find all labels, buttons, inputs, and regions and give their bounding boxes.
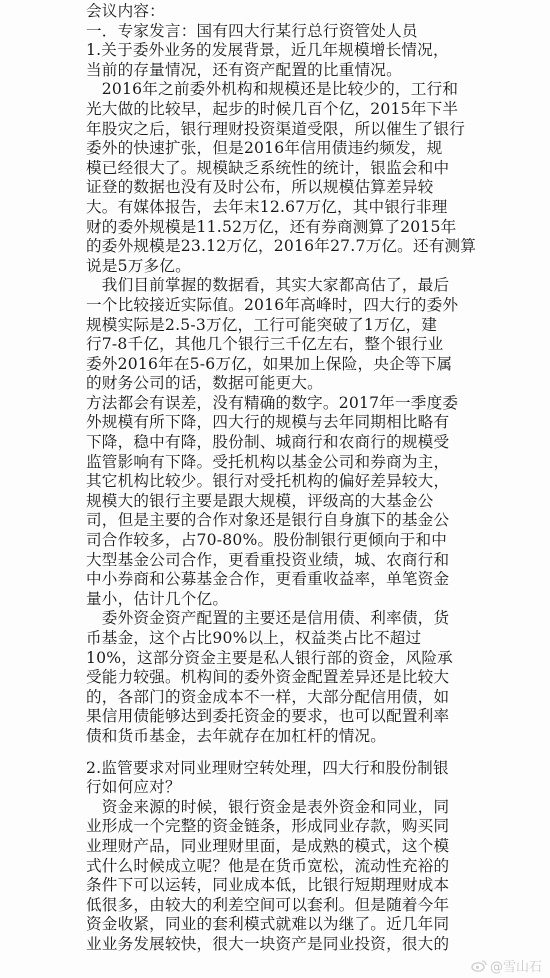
- text-line: 量小，估计几个亿。: [86, 589, 229, 608]
- text-line: 年股灾之后，银行理财投资渠道受限，所以催生了银行: [86, 119, 466, 138]
- text-line: 大。有媒体报告，去年末12.67万亿，其中银行非理: [86, 197, 448, 216]
- text-line: 2016年之前委外机构和规模还是比较少的，工行和: [86, 80, 459, 99]
- text-line: 下降，稳中有降，股份制、城商行和农商行的规模受: [86, 433, 450, 452]
- document-body: [86, 2, 478, 955]
- text-line: 光大做的比较早，起步的时候几百个亿，2015年下半: [86, 99, 459, 118]
- text-line: 当前的存量情况，还有资产配置的比重情况。: [86, 60, 402, 79]
- text-line: 业业务发展较快，很大一块资产是同业投资，很大的: [86, 934, 450, 953]
- text-line: 业形成一个完整的资金链条，形成同业存款，购买同: [86, 817, 450, 836]
- text-line: 的财务公司的话，数据可能更大。: [86, 374, 323, 393]
- watermark-text: @雪山石: [489, 960, 542, 975]
- text-line: 条件下可以运转，同业成本低，比银行短期理财成本: [86, 876, 450, 895]
- text-line: 大型基金公司合作，更看重投资业绩，城、农商行和: [86, 550, 450, 569]
- text-line: 模已经很大了。规模缺乏系统性的统计，银监会和中: [86, 158, 450, 177]
- text-line: 果信用债能够达到委托资金的要求，也可以配置利率: [86, 707, 450, 726]
- text-line: 币基金，这个占比90%以上，权益类占比不超过: [86, 629, 422, 647]
- text-line: 行7-8千亿，其他几个银行三千亿左右，整个银行业: [86, 335, 444, 354]
- text-line: 司合作较多，占70-80%。股份制银行更倾向于和中: [86, 531, 448, 550]
- text-line: 行如何应对？: [86, 778, 181, 797]
- text-line: 一．专家发言：国有四大行某行总行资管处人员: [86, 21, 418, 40]
- text-line: 委外2016年在5-6万亿，如果加上保险，央企等下属: [86, 354, 453, 373]
- text-line: 1.关于委外业务的发展背景，近几年规模增长情况，: [86, 41, 449, 60]
- text-line: 资金收紧，同业的套利模式就难以为继了。近几年同: [86, 915, 450, 934]
- text-line: 说是5万多亿。: [86, 256, 191, 275]
- text-line: 10%，这部分资金主要是私人银行部的资金，风险承: [86, 648, 453, 667]
- text-line: 资金来源的时候，银行资金是表外资金和同业，同: [86, 797, 450, 816]
- text-line: 我们目前掌握的数据看，其实大家都高估了，最后: [86, 276, 450, 295]
- text-line: 债和货币基金，去年就存在加杠杆的情况。: [86, 726, 387, 745]
- text-line: 外规模有所下降，四大行的规模与去年同期相比略有: [86, 413, 450, 432]
- text-line: 规模大的银行主要是跟大规模，评级高的大基金公: [86, 491, 434, 510]
- blank-line: [86, 747, 478, 759]
- text-line: 业理财产品，同业理财里面，是成熟的模式，这个模: [86, 836, 450, 855]
- text-line: 受能力较强。机构间的委外资金配置差异还是比较大: [86, 668, 450, 687]
- text-line: 规模实际是2.5-3万亿，工行可能突破了1万亿，建: [86, 315, 438, 334]
- text-line: 的委外规模是23.12万亿，2016年27.7万亿。还有测算: [86, 237, 477, 256]
- weibo-logo-icon: [471, 959, 487, 972]
- text-line: 司，但是主要的合作对象还是银行自身旗下的基金公: [86, 511, 450, 530]
- text-line: 一个比较接近实际值。2016年高峰时，四大行的委外: [86, 295, 459, 314]
- text-line: 中小券商和公募基金合作，更看重收益率，单笔资金: [86, 570, 450, 589]
- text-line: 委外资金资产配置的主要还是信用债、利率债，货: [86, 609, 450, 628]
- text-line: 的，各部门的资金成本不一样，大部分配信用债，如: [86, 687, 450, 706]
- text-line: 证登的数据也没有及时公布，所以规模估算差异较: [86, 178, 434, 197]
- text-line: 财的委外规模是11.52万亿，还有券商测算了2015年: [86, 217, 457, 236]
- weibo-watermark: [471, 956, 542, 975]
- text-line: 其它机构比较少。银行对受托机构的偏好差异较大，: [86, 472, 450, 491]
- text-line: 会议内容：: [86, 2, 165, 20]
- text-line: 监管影响有下降。受托机构以基金公司和券商为主，: [86, 452, 450, 471]
- text-line: 方法都会有误差，没有精确的数字。2017年一季度委: [86, 393, 459, 412]
- text-line: 2.监管要求对同业理财空转处理，四大行和股份制银: [86, 758, 449, 777]
- text-line: 委外的快速扩张，但是2016年信用债违约频发，规: [86, 139, 443, 158]
- text-line: 低很多，由较大的利差空间可以套利。但是随着今年: [86, 895, 450, 914]
- text-line: 式什么时候成立呢？他是在货币宽松，流动性充裕的: [86, 856, 450, 875]
